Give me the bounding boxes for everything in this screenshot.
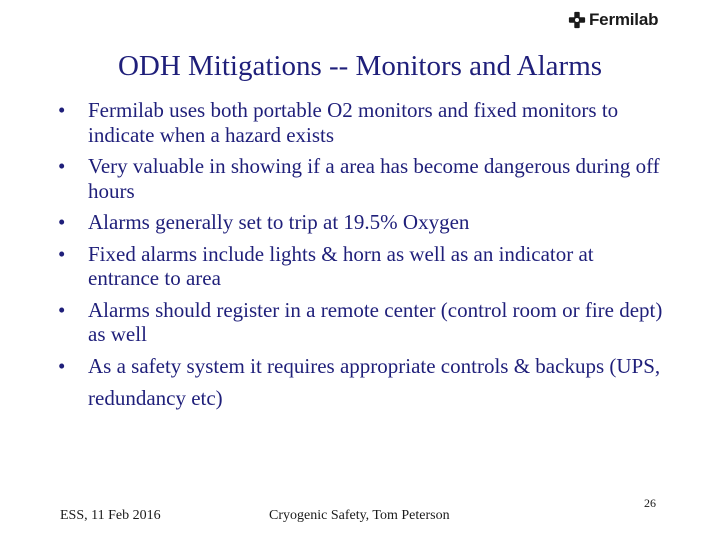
footer-event-date: ESS, 11 Feb 2016 [60, 508, 161, 523]
bullet-item [58, 242, 668, 291]
logo-text: Fermilab [589, 10, 659, 29]
bullet-item [58, 98, 668, 147]
footer-presentation-info: Cryogenic Safety, Tom Peterson [269, 508, 450, 523]
bullet-dot: • [58, 241, 66, 266]
bullet-item [58, 350, 668, 414]
bullet-text: Very valuable in showing if a area has become dangerous during off hours [88, 154, 660, 203]
bullet-dot: • [58, 353, 66, 378]
fermilab-logo [568, 10, 658, 30]
bullet-dot: • [58, 297, 66, 322]
fermilab-logo-icon [568, 11, 586, 29]
bullet-dot: • [58, 98, 66, 122]
slide-title: ODH Mitigations -- Monitors and Alarms [117, 50, 603, 82]
bullet-list [58, 98, 668, 421]
bullet-dot: • [58, 210, 66, 234]
page-number: 26 [644, 496, 656, 510]
bullet-item [58, 154, 668, 203]
bullet-text: Fixed alarms include lights & horn as well as an indicator at entrance to area [88, 241, 594, 290]
bullet-text: Alarms generally set to trip at 19.5% Oxygen [88, 210, 470, 234]
bullet-text: Fermilab uses both portable O2 monitors and fixed monitors to indicate when a hazard exists [88, 98, 619, 147]
bullet-item [58, 210, 668, 235]
bullet-dot: • [58, 154, 66, 178]
bullet-text: As a safety system it requires appropriate controls & backups (UPS, redundancy etc) [88, 353, 661, 410]
bullet-item [58, 298, 668, 347]
bullet-text: Alarms should register in a remote center (control room or fire dept) as well [88, 297, 663, 346]
